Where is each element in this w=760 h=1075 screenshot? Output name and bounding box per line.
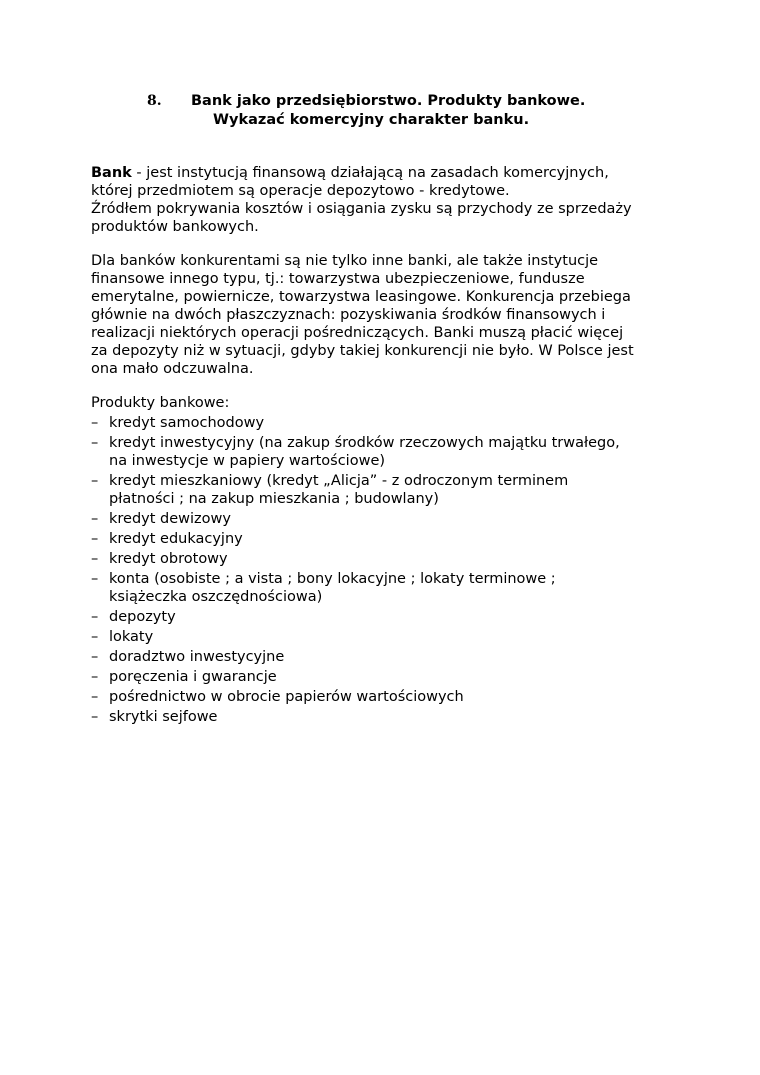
products-title: Produkty bankowe: bbox=[91, 395, 230, 411]
product-item bbox=[91, 668, 691, 686]
dash-bullet-icon: – bbox=[91, 551, 99, 567]
product-item bbox=[91, 510, 691, 528]
product-item bbox=[91, 570, 691, 606]
product-item-text-continued: na inwestycje w papiery wartościowe) bbox=[109, 453, 386, 469]
product-item-text-continued: płatności ; na zakup mieszkania ; budowlany) bbox=[109, 491, 439, 507]
competition-line: ona mało odczuwalna. bbox=[91, 361, 254, 377]
product-item-text: skrytki sejfowe bbox=[109, 709, 218, 725]
product-item-text: pośrednictwo w obrocie papierów wartościowych bbox=[109, 689, 464, 705]
competition-line: realizacji niektórych operacji pośredniczących. Banki muszą płacić więcej bbox=[91, 325, 624, 341]
dash-bullet-icon: – bbox=[91, 609, 99, 625]
definition-paragraph bbox=[91, 164, 691, 236]
product-item bbox=[91, 708, 691, 726]
product-item bbox=[91, 628, 691, 646]
product-item-text: lokaty bbox=[109, 629, 154, 645]
dash-bullet-icon: – bbox=[91, 415, 99, 431]
definition-line-2: której przedmiotem są operacje depozytowo - kredytowe. bbox=[91, 183, 510, 199]
product-item-text: kredyt dewizowy bbox=[109, 511, 231, 527]
product-item bbox=[91, 472, 691, 508]
product-item bbox=[91, 414, 691, 432]
definition-line-1-text: - jest instytucją finansową działającą na zasadach komercyjnych, bbox=[131, 165, 609, 181]
product-item bbox=[91, 530, 691, 548]
product-item-text: kredyt mieszkaniowy (kredyt „Alicja” - z odroczonym terminem bbox=[109, 473, 569, 489]
product-item-text: kredyt samochodowy bbox=[109, 415, 265, 431]
competition-line: finansowe innego typu, tj.: towarzystwa ubezpieczeniowe, fundusze bbox=[91, 271, 585, 287]
dash-bullet-icon: – bbox=[91, 629, 99, 645]
dash-bullet-icon: – bbox=[91, 473, 99, 489]
dash-bullet-icon: – bbox=[91, 649, 99, 665]
product-item-text: kredyt inwestycyjny (na zakup środków rzeczowych majątku trwałego, bbox=[109, 435, 620, 451]
product-item-text: kredyt obrotowy bbox=[109, 551, 228, 567]
product-item-text-continued: książeczka oszczędnościowa) bbox=[109, 589, 323, 605]
product-item-text: konta (osobiste ; a vista ; bony lokacyjne ; lokaty terminowe ; bbox=[109, 571, 556, 587]
dash-bullet-icon: – bbox=[91, 511, 99, 527]
definition-term: Bank bbox=[91, 165, 132, 181]
dash-bullet-icon: – bbox=[91, 689, 99, 705]
competition-line: Dla banków konkurentami są nie tylko inne banki, ale także instytucje bbox=[91, 253, 599, 269]
dash-bullet-icon: – bbox=[91, 571, 99, 587]
product-item-text: depozyty bbox=[109, 609, 176, 625]
product-item bbox=[91, 550, 691, 568]
definition-line-4: produktów bankowych. bbox=[91, 219, 259, 235]
product-item-text: kredyt edukacyjny bbox=[109, 531, 243, 547]
dash-bullet-icon: – bbox=[91, 531, 99, 547]
dash-bullet-icon: – bbox=[91, 435, 99, 451]
definition-line-1 bbox=[91, 164, 691, 182]
competition-line: emerytalne, powiernicze, towarzystwa leasingowe. Konkurencja przebiega bbox=[91, 289, 631, 305]
products-list bbox=[91, 414, 691, 726]
product-item bbox=[91, 648, 691, 666]
definition-line-3: Źródłem pokrywania kosztów i osiągania zysku są przychody ze sprzedaży bbox=[91, 201, 632, 217]
product-item-text: poręczenia i gwarancje bbox=[109, 669, 277, 685]
heading-title-line-1: Bank jako przedsiębiorstwo. Produkty bankowe. bbox=[191, 93, 586, 109]
competition-line: głównie na dwóch płaszczyznach: pozyskiwania środków finansowych i bbox=[91, 307, 606, 323]
dash-bullet-icon: – bbox=[91, 669, 99, 685]
product-item-text: doradztwo inwestycyjne bbox=[109, 649, 285, 665]
competition-paragraph bbox=[91, 252, 691, 378]
heading-number: 8. bbox=[147, 93, 162, 109]
product-item bbox=[91, 434, 691, 470]
product-item bbox=[91, 688, 691, 706]
products-section bbox=[91, 394, 691, 726]
heading-title-line-2: Wykazać komercyjny charakter banku. bbox=[213, 112, 530, 128]
product-item bbox=[91, 608, 691, 626]
dash-bullet-icon: – bbox=[91, 709, 99, 725]
competition-line: za depozyty niż w sytuacji, gdyby takiej konkurencji nie było. W Polsce jest bbox=[91, 343, 634, 359]
